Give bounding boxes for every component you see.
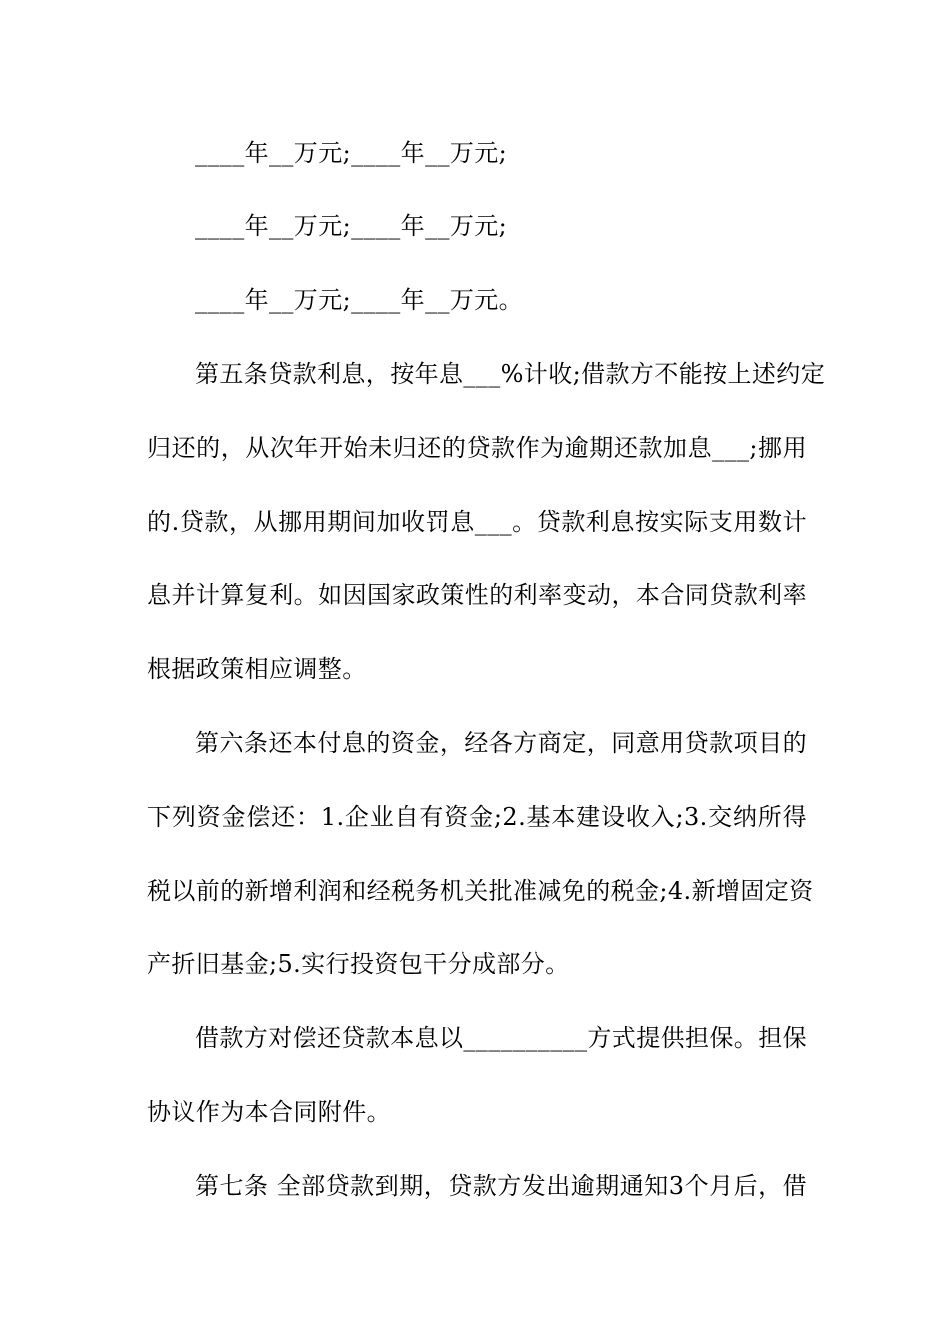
repayment-schedule-line-2: ____年__万元;____年__万元; <box>195 212 508 240</box>
repayment-schedule-line-3: ____年__万元;____年__万元。 <box>195 286 524 314</box>
article-6-line-4: 产折旧基金;5.实行投资包干分成部分。 <box>147 950 570 978</box>
article-6-line-2: 下列资金偿还：1.企业自有资金;2.基本建设收入;3.交纳所得 <box>147 803 807 831</box>
guarantee-line-1: 借款方对偿还贷款本息以__________方式提供担保。担保 <box>195 1024 807 1052</box>
article-5-line-5: 根据政策相应调整。 <box>147 655 367 683</box>
repayment-schedule-line-1: ____年__万元;____年__万元; <box>195 139 508 167</box>
article-5-line-2: 归还的，从次年开始未归还的贷款作为逾期还款加息___;挪用 <box>147 434 807 462</box>
article-7-line-1: 第七条 全部贷款到期，贷款方发出逾期通知3个月后，借 <box>195 1172 807 1200</box>
article-5-line-3: 的.贷款，从挪用期间加收罚息___。贷款利息按实际支用数计 <box>147 508 807 536</box>
guarantee-line-2: 协议作为本合同附件。 <box>147 1098 391 1126</box>
article-6-line-3: 税以前的新增利润和经税务机关批准减免的税金;4.新增固定资 <box>147 877 814 905</box>
article-6-line-1: 第六条还本付息的资金，经各方商定，同意用贷款项目的 <box>195 729 807 757</box>
article-5-line-4: 息并计算复利。如因国家政策性的利率变动，本合同贷款利率 <box>147 581 807 609</box>
article-5-line-1: 第五条贷款利息，按年息___%计收;借款方不能按上述约定 <box>195 360 826 388</box>
